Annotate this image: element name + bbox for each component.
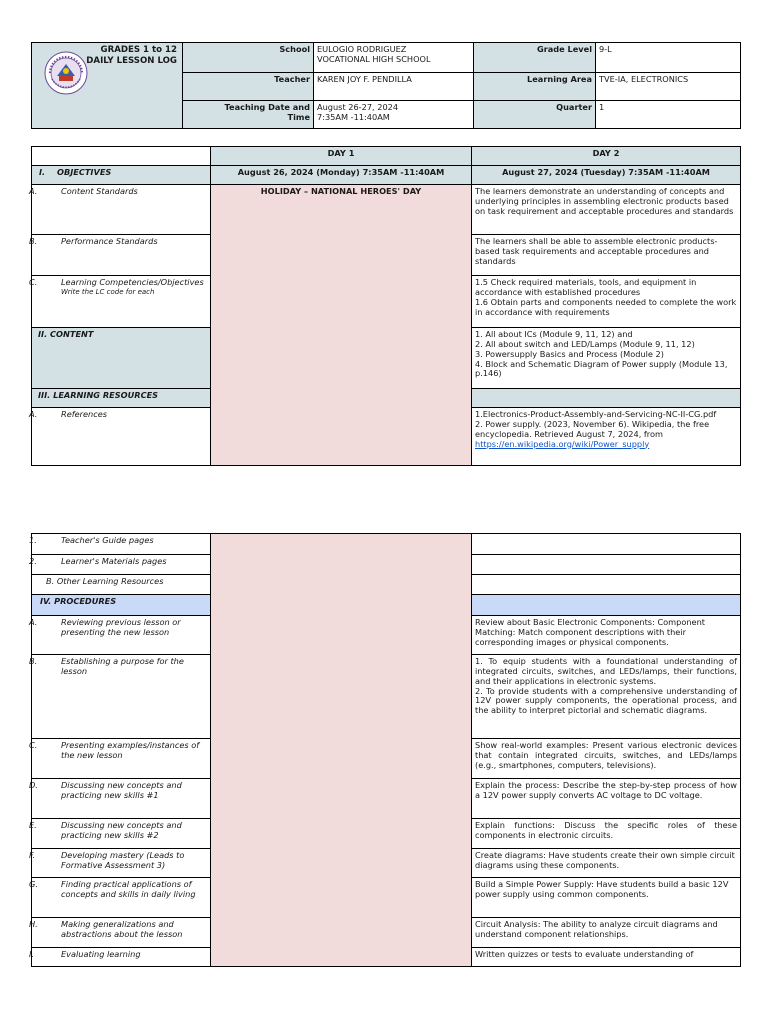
procedure-b-label	[29, 655, 211, 739]
content-standards-num: A.	[29, 186, 38, 196]
header-title-line1: GRADES 1 to 12	[100, 45, 177, 55]
objectives-label: OBJECTIVES	[57, 167, 112, 177]
day2-header: DAY 2	[472, 147, 741, 166]
procedure-g-day2: Build a Simple Power Supply: Have students build a basic 12V power supply using common components.	[472, 878, 741, 918]
learners-materials-num: 2.	[29, 556, 37, 566]
procedure-c-day2: Show real-world examples: Present various electronic devices that contain integrated circuits, switches, and LEDs/lamps (e.g., smartphones, computers, televisions).	[472, 739, 741, 779]
objectives-heading	[32, 166, 211, 185]
header-table	[31, 42, 741, 129]
school-label: School	[183, 43, 314, 73]
procedure-e-label	[29, 819, 211, 849]
content-heading: II. CONTENT	[32, 328, 211, 389]
procedure-a-label	[29, 616, 211, 655]
procedure-i-num: I.	[29, 949, 35, 959]
procedure-c-label	[29, 739, 211, 779]
procedure-g-label	[29, 878, 211, 918]
grade-level-value: 9-L	[596, 43, 741, 73]
procedure-i-text: Evaluating learning	[61, 949, 141, 959]
procedure-b-day2	[472, 655, 741, 739]
objectives-num: I.	[39, 167, 46, 177]
learners-materials-day2	[472, 555, 741, 575]
procedure-a-day2: Review about Basic Electronic Components: Component Matching: Match component descriptions with their corresponding images or physical components.	[472, 616, 741, 655]
content-standards-day2: The learners demonstrate an understanding of concepts and underlying principles in assembling electronic products based on task requirement and acceptable procedures and standards	[472, 185, 741, 235]
references-line2: 2. Power supply. (2023, November 6). Wikipedia, the free encyclopedia. Retrieved August 7, 2024, from	[475, 418, 710, 439]
references-text: References	[61, 409, 108, 419]
teaching-date-label-line2: Time	[287, 111, 310, 122]
school-line2: VOCATIONAL HIGH SCHOOL	[317, 53, 431, 64]
teachers-guide-day2	[472, 534, 741, 555]
teaching-date-line2: 7:35AM -11:40AM	[317, 111, 390, 122]
procedure-h-day2: Circuit Analysis: The ability to analyze circuit diagrams and understand component relationships.	[472, 918, 741, 948]
procedure-i-label	[29, 948, 211, 967]
references-link[interactable]: https://en.wikipedia.org/wiki/Power_supply	[475, 438, 650, 449]
performance-standards-text: Performance Standards	[61, 236, 158, 246]
school-line1: EULOGIO RODRIGUEZ	[317, 44, 407, 54]
references-line1: 1.Electronics-Product-Assembly-and-Servicing-NC-II-CG.pdf	[475, 409, 717, 419]
procedure-b-num: B.	[29, 656, 38, 666]
content-standards-text: Content Standards	[61, 186, 138, 196]
content-item-3: 3. Powersupply Basics and Process (Module 2)	[475, 348, 664, 359]
learning-resources-day2	[472, 389, 741, 408]
teachers-guide-text: Teacher's Guide pages	[61, 535, 154, 545]
procedure-c-text: Presenting examples/instances of the new lesson	[61, 740, 200, 760]
procedure-f-text: Developing mastery (Leads to Formative Assessment 3)	[61, 850, 185, 870]
day1-header: DAY 1	[211, 147, 472, 166]
day2-date: August 27, 2024 (Tuesday) 7:35AM -11:40AM	[472, 166, 741, 185]
content-item-4: 4. Block and Schematic Diagram of Power supply (Module 13, p.146)	[475, 358, 728, 379]
teaching-date-label	[183, 101, 314, 129]
procedure-b-line1: 1. To equip students with a foundational understanding of integrated circuits, switches, and LEDs/lamps, their functions, and their applications in electronic systems.	[475, 656, 737, 686]
competencies-num: C.	[29, 277, 38, 287]
procedure-g-text: Finding practical applications of concepts and skills in daily living	[61, 879, 196, 899]
competencies-day2	[472, 276, 741, 328]
performance-standards-label	[29, 235, 211, 276]
day1-date: August 26, 2024 (Monday) 7:35AM -11:40AM	[211, 166, 472, 185]
teaching-date-value	[314, 101, 474, 129]
references-day2	[472, 408, 741, 466]
header-title-cell	[32, 43, 183, 129]
procedure-e-num: E.	[29, 820, 37, 830]
grade-level-label: Grade Level	[474, 43, 596, 73]
learners-materials-text: Learner's Materials pages	[61, 556, 167, 566]
teachers-guide-label	[29, 534, 211, 555]
performance-standards-day2: The learners shall be able to assemble electronic products-based task requirements and acceptable procedures and standards	[472, 235, 741, 276]
procedure-d-day2: Explain the process: Describe the step-by-step process of how a 12V power supply converts AC voltage to DC voltage.	[472, 779, 741, 819]
procedures-heading: IV. PROCEDURES	[32, 595, 211, 616]
learning-resources-heading: III. LEARNING RESOURCES	[32, 389, 211, 408]
other-resources-label: B. Other Learning Resources	[32, 575, 211, 595]
procedure-g-num: G.	[29, 879, 38, 889]
learning-area-value: TVE-IA, ELECTRONICS	[596, 73, 741, 101]
teachers-guide-num: 1.	[29, 535, 37, 545]
content-standards-label	[29, 185, 211, 235]
procedure-f-num: F.	[29, 850, 36, 860]
procedure-i-day2: Written quizzes or tests to evaluate understanding of	[472, 948, 741, 967]
procedure-b-line2: 2. To provide students with a comprehensive understanding of 12V power supply components, the operational process, and the ability to interpret pictorial and schematic diagrams.	[475, 685, 737, 716]
procedure-a-text: Reviewing previous lesson or presenting the new lesson	[61, 617, 181, 637]
other-resources-day2	[472, 575, 741, 595]
deped-seal-icon	[44, 51, 88, 95]
day1-page2-cell	[211, 534, 472, 967]
performance-standards-num: B.	[29, 236, 38, 246]
procedure-h-label	[29, 918, 211, 948]
procedure-h-num: H.	[29, 919, 38, 929]
school-value	[314, 43, 474, 73]
procedure-d-label	[29, 779, 211, 819]
procedure-f-day2: Create diagrams: Have students create their own simple circuit diagrams using these components.	[472, 849, 741, 878]
content-item-2: 2. All about switch and LED/Lamps (Module 9, 11, 12)	[475, 338, 695, 349]
lesson-table-page1	[31, 146, 741, 466]
competencies-label	[29, 276, 211, 328]
procedures-day2	[472, 595, 741, 616]
teaching-date-label-line1: Teaching Date and	[224, 102, 310, 112]
teacher-value: KAREN JOY F. PENDILLA	[314, 73, 474, 101]
references-num: A.	[29, 409, 38, 419]
teacher-label: Teacher	[183, 73, 314, 101]
competencies-day2-line2: 1.6 Obtain parts and components needed to complete the work in accordance with requirements	[475, 296, 737, 317]
quarter-label: Quarter	[474, 101, 596, 129]
learning-area-label: Learning Area	[474, 73, 596, 101]
procedure-e-text: Discussing new concepts and practicing new skills #2	[61, 820, 182, 840]
header-title-line2: DAILY LESSON LOG	[86, 55, 177, 66]
learners-materials-label	[29, 555, 211, 575]
quarter-value: 1	[596, 101, 741, 129]
procedure-e-day2: Explain functions: Discuss the specific roles of these components in electronic circuits.	[472, 819, 741, 849]
lesson-table-page2	[31, 533, 741, 967]
competencies-note: Write the LC code for each	[61, 287, 155, 296]
procedure-d-text: Discussing new concepts and practicing new skills #1	[61, 780, 182, 800]
procedure-f-label	[29, 849, 211, 878]
competencies-text: Learning Competencies/Objectives	[61, 277, 204, 287]
teaching-date-line1: August 26-27, 2024	[317, 102, 399, 112]
blank-corner-cell	[32, 147, 211, 166]
content-item-1: 1. All about ICs (Module 9, 11, 12) and	[475, 329, 633, 339]
procedure-a-num: A.	[29, 617, 38, 627]
procedure-h-text: Making generalizations and abstractions about the lesson	[61, 919, 183, 939]
competencies-day2-line1: 1.5 Check required materials, tools, and equipment in accordance with established procedures	[475, 277, 697, 297]
references-label	[29, 408, 211, 466]
content-day2	[472, 328, 741, 389]
procedure-b-text: Establishing a purpose for the lesson	[61, 656, 184, 676]
procedure-c-num: C.	[29, 740, 38, 750]
holiday-cell: HOLIDAY – NATIONAL HEROES' DAY	[211, 185, 472, 466]
procedure-d-num: D.	[29, 780, 38, 790]
